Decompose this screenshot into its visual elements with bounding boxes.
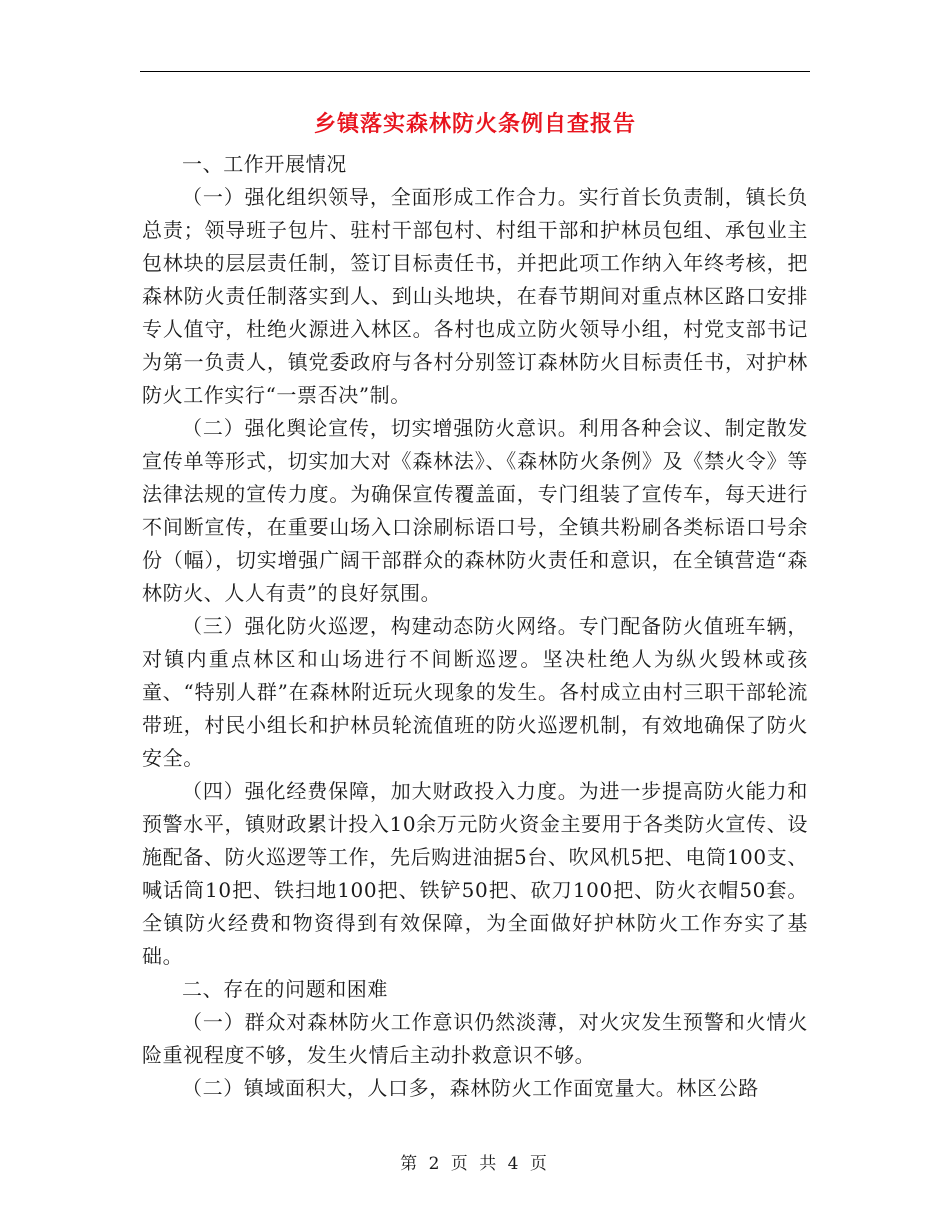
paragraph-organization: （一）强化组织领导，全面形成工作合力。实行首长负责制，镇长负总责；领导班子包片、驻村干部包村、村组干部和护林员包组、承包业主包林块的层层责任制，签订目标责任书，并把此项工作纳入年终考核，把森林防火责任制落实到人、到山头地块，在春节期间对重点林区路口安排专人值守，杜绝火源进入林区。各村也成立防火领导小组，村党支部书记为第一负责人，镇党委政府与各村分别签订森林防火目标责任书，对护林防火工作实行“一票否决”制。 — [142, 185, 808, 407]
section-heading-1: 一、工作开展情况 — [182, 152, 347, 176]
paragraph-problem-2: （二）镇域面积大，人口多，森林防火工作面宽量大。林区公路 — [182, 1076, 759, 1100]
paragraph-publicity: （二）强化舆论宣传，切实增强防火意识。利用各种会议、制定散发宣传单等形式，切实加大对《森林法》、《森林防火条例》及《禁火令》等法律法规的宣传力度。为确保宣传覆盖面，专门组装了宣传车，每天进行不间断宣传，在重要山场入口涂刷标语口号，全镇共粉刷各类标语口号余份（幅），切实增强广阔干部群众的森林防火责任和意识，在全镇营造“森林防火、人人有责”的良好氛围。 — [142, 416, 808, 605]
document-body — [142, 148, 808, 1105]
header-rule — [140, 71, 810, 72]
section-heading-2: 二、存在的问题和困难 — [182, 977, 388, 1001]
page-footer: 第 2 页 共 4 页 — [400, 1154, 550, 1174]
page-title: 乡镇落实森林防火条例自查报告 — [313, 111, 636, 137]
paragraph-patrol: （三）强化防火巡逻，构建动态防火网络。专门配备防火值班车辆，对镇内重点林区和山场进行不间断巡逻。坚决杜绝人为纵火毁林或孩童、“特别人群”在森林附近玩火现象的发生。各村成立由村三职干部轮流带班，村民小组长和护林员轮流值班的防火巡逻机制，有效地确保了防火安全。 — [142, 614, 808, 770]
paragraph-funding: （四）强化经费保障，加大财政投入力度。为进一步提高防火能力和预警水平，镇财政累计投入10余万元防火资金主要用于各类防火宣传、设施配备、防火巡逻等工作，先后购进油据5台、吹风机5把、电筒100支、喊话筒10把、铁扫地100把、铁铲50把、砍刀100把、防火衣帽50套。全镇防火经费和物资得到有效保障，为全面做好护林防火工作夯实了基础。 — [142, 779, 808, 968]
paragraph-problem-1: （一）群众对森林防火工作意识仍然淡薄，对火灾发生预警和火情火险重视程度不够，发生火情后主动扑救意识不够。 — [142, 1010, 808, 1067]
